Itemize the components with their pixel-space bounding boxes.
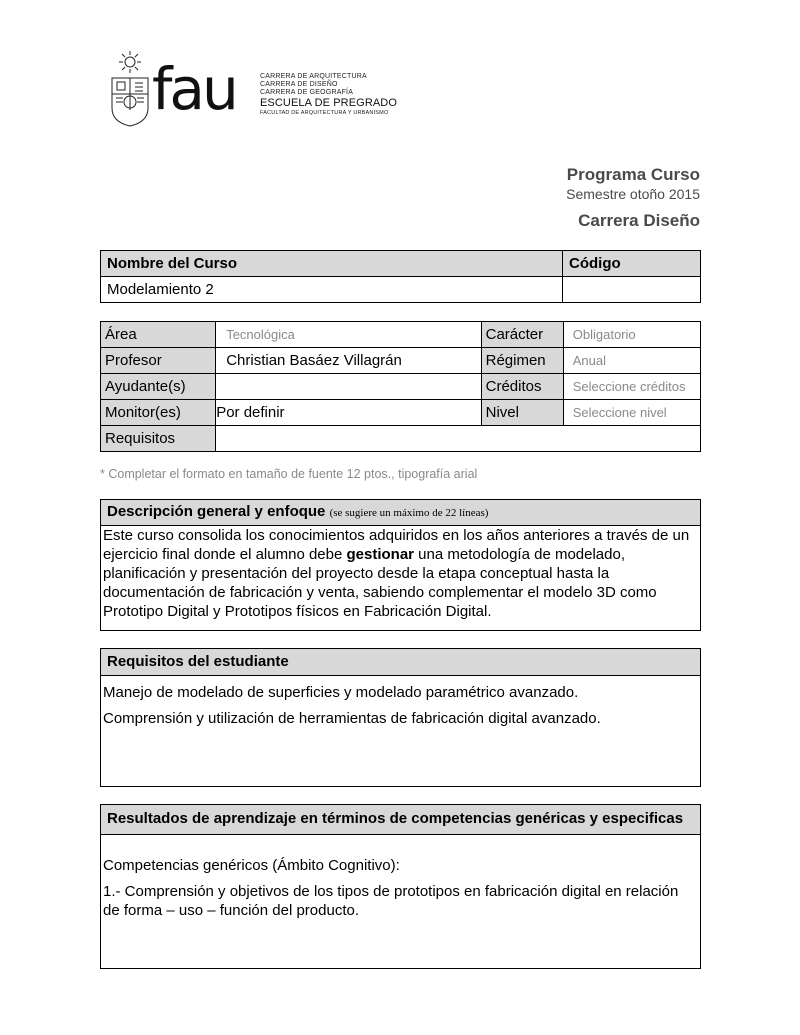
- careers-list: [260, 73, 397, 117]
- area-label: Área: [101, 322, 216, 348]
- description-note: (se sugiere un máximo de 22 líneas): [329, 507, 489, 519]
- profesor-label: Profesor: [101, 348, 216, 374]
- description-title: Descripción general y enfoque: [107, 503, 326, 520]
- requirements-heading: Requisitos del estudiante: [101, 649, 700, 676]
- course-code-header: Código: [563, 251, 701, 277]
- creditos-select[interactable]: Seleccione créditos: [563, 374, 700, 400]
- career-title: Carrera Diseño: [578, 211, 700, 230]
- results-text[interactable]: [101, 835, 700, 920]
- career-line: CARRERA DE GEOGRAFÍA: [260, 89, 354, 96]
- area-field[interactable]: Tecnológica: [216, 322, 481, 348]
- course-info-table: [100, 321, 701, 452]
- description-text-part: Este curso consolida los conocimientos adquiridos en los años anteriores a través de un ejercicio final donde el alumno debe: [103, 527, 690, 563]
- creditos-label: Créditos: [481, 374, 563, 400]
- description-text[interactable]: [101, 526, 700, 621]
- course-name-field[interactable]: Modelamiento 2: [101, 277, 563, 303]
- requisitos-label: Requisitos: [101, 426, 216, 452]
- nivel-select[interactable]: Seleccione nivel: [563, 400, 700, 426]
- format-note: * Completar el formato en tamaño de fuente 12 ptos., tipografía arial: [100, 467, 478, 481]
- requirements-section: [100, 648, 701, 787]
- university-seal-icon: [108, 50, 152, 128]
- program-title: Programa Curso: [566, 165, 700, 184]
- monitor-label: Monitor(es): [101, 400, 216, 426]
- requirement-item: Manejo de modelado de superficies y modelado paramétrico avanzado.: [103, 684, 579, 701]
- regimen-label: Régimen: [481, 348, 563, 374]
- results-item: 1.- Comprensión y objetivos de los tipos de prototipos en fabricación digital en relación de forma – uso – función del producto.: [103, 883, 679, 919]
- requisitos-field[interactable]: [216, 426, 701, 452]
- monitor-field[interactable]: Por definir: [216, 400, 481, 426]
- faculty-logo: [108, 50, 408, 130]
- regimen-field[interactable]: Anual: [563, 348, 700, 374]
- caracter-label: Carácter: [481, 322, 563, 348]
- semester-label: Semestre otoño 2015: [566, 186, 700, 202]
- school-name: ESCUELA DE PREGRADO: [260, 97, 397, 109]
- fau-wordmark: fau: [152, 55, 236, 123]
- course-table: [100, 250, 701, 303]
- career-line: CARRERA DE DISEÑO: [260, 81, 338, 88]
- requirement-item: Comprensión y utilización de herramientas de fabricación digital avanzado.: [103, 710, 601, 727]
- ayudante-label: Ayudante(s): [101, 374, 216, 400]
- career-line: CARRERA DE ARQUITECTURA: [260, 73, 367, 80]
- faculty-name: FACULTAD DE ARQUITECTURA Y URBANISMO: [260, 110, 389, 116]
- profesor-field[interactable]: Christian Basáez Villagrán: [216, 348, 481, 374]
- results-item: Competencias genéricos (Ámbito Cognitivo):: [103, 857, 400, 874]
- title-block: [566, 165, 700, 231]
- caracter-field[interactable]: Obligatorio: [563, 322, 700, 348]
- nivel-label: Nivel: [481, 400, 563, 426]
- course-code-field[interactable]: [563, 277, 701, 303]
- description-text-bold: gestionar: [346, 546, 415, 563]
- requirements-text[interactable]: [101, 676, 700, 728]
- course-name-header: Nombre del Curso: [101, 251, 563, 277]
- results-heading: Resultados de aprendizaje en términos de competencias genéricas y especificas: [101, 805, 700, 835]
- description-heading: [101, 500, 700, 526]
- ayudante-field[interactable]: [216, 374, 481, 400]
- learning-results-section: [100, 804, 701, 969]
- description-text-part: una metodología de modelado, planificación y presentación del proyecto desde la etapa conceptual hasta la documentación de fabricación y venta, sabiendo complementar el modelo 3D como Prototipo Digital y Prototipos físicos en Fabricación Digital.: [103, 546, 657, 620]
- description-section: [100, 499, 701, 631]
